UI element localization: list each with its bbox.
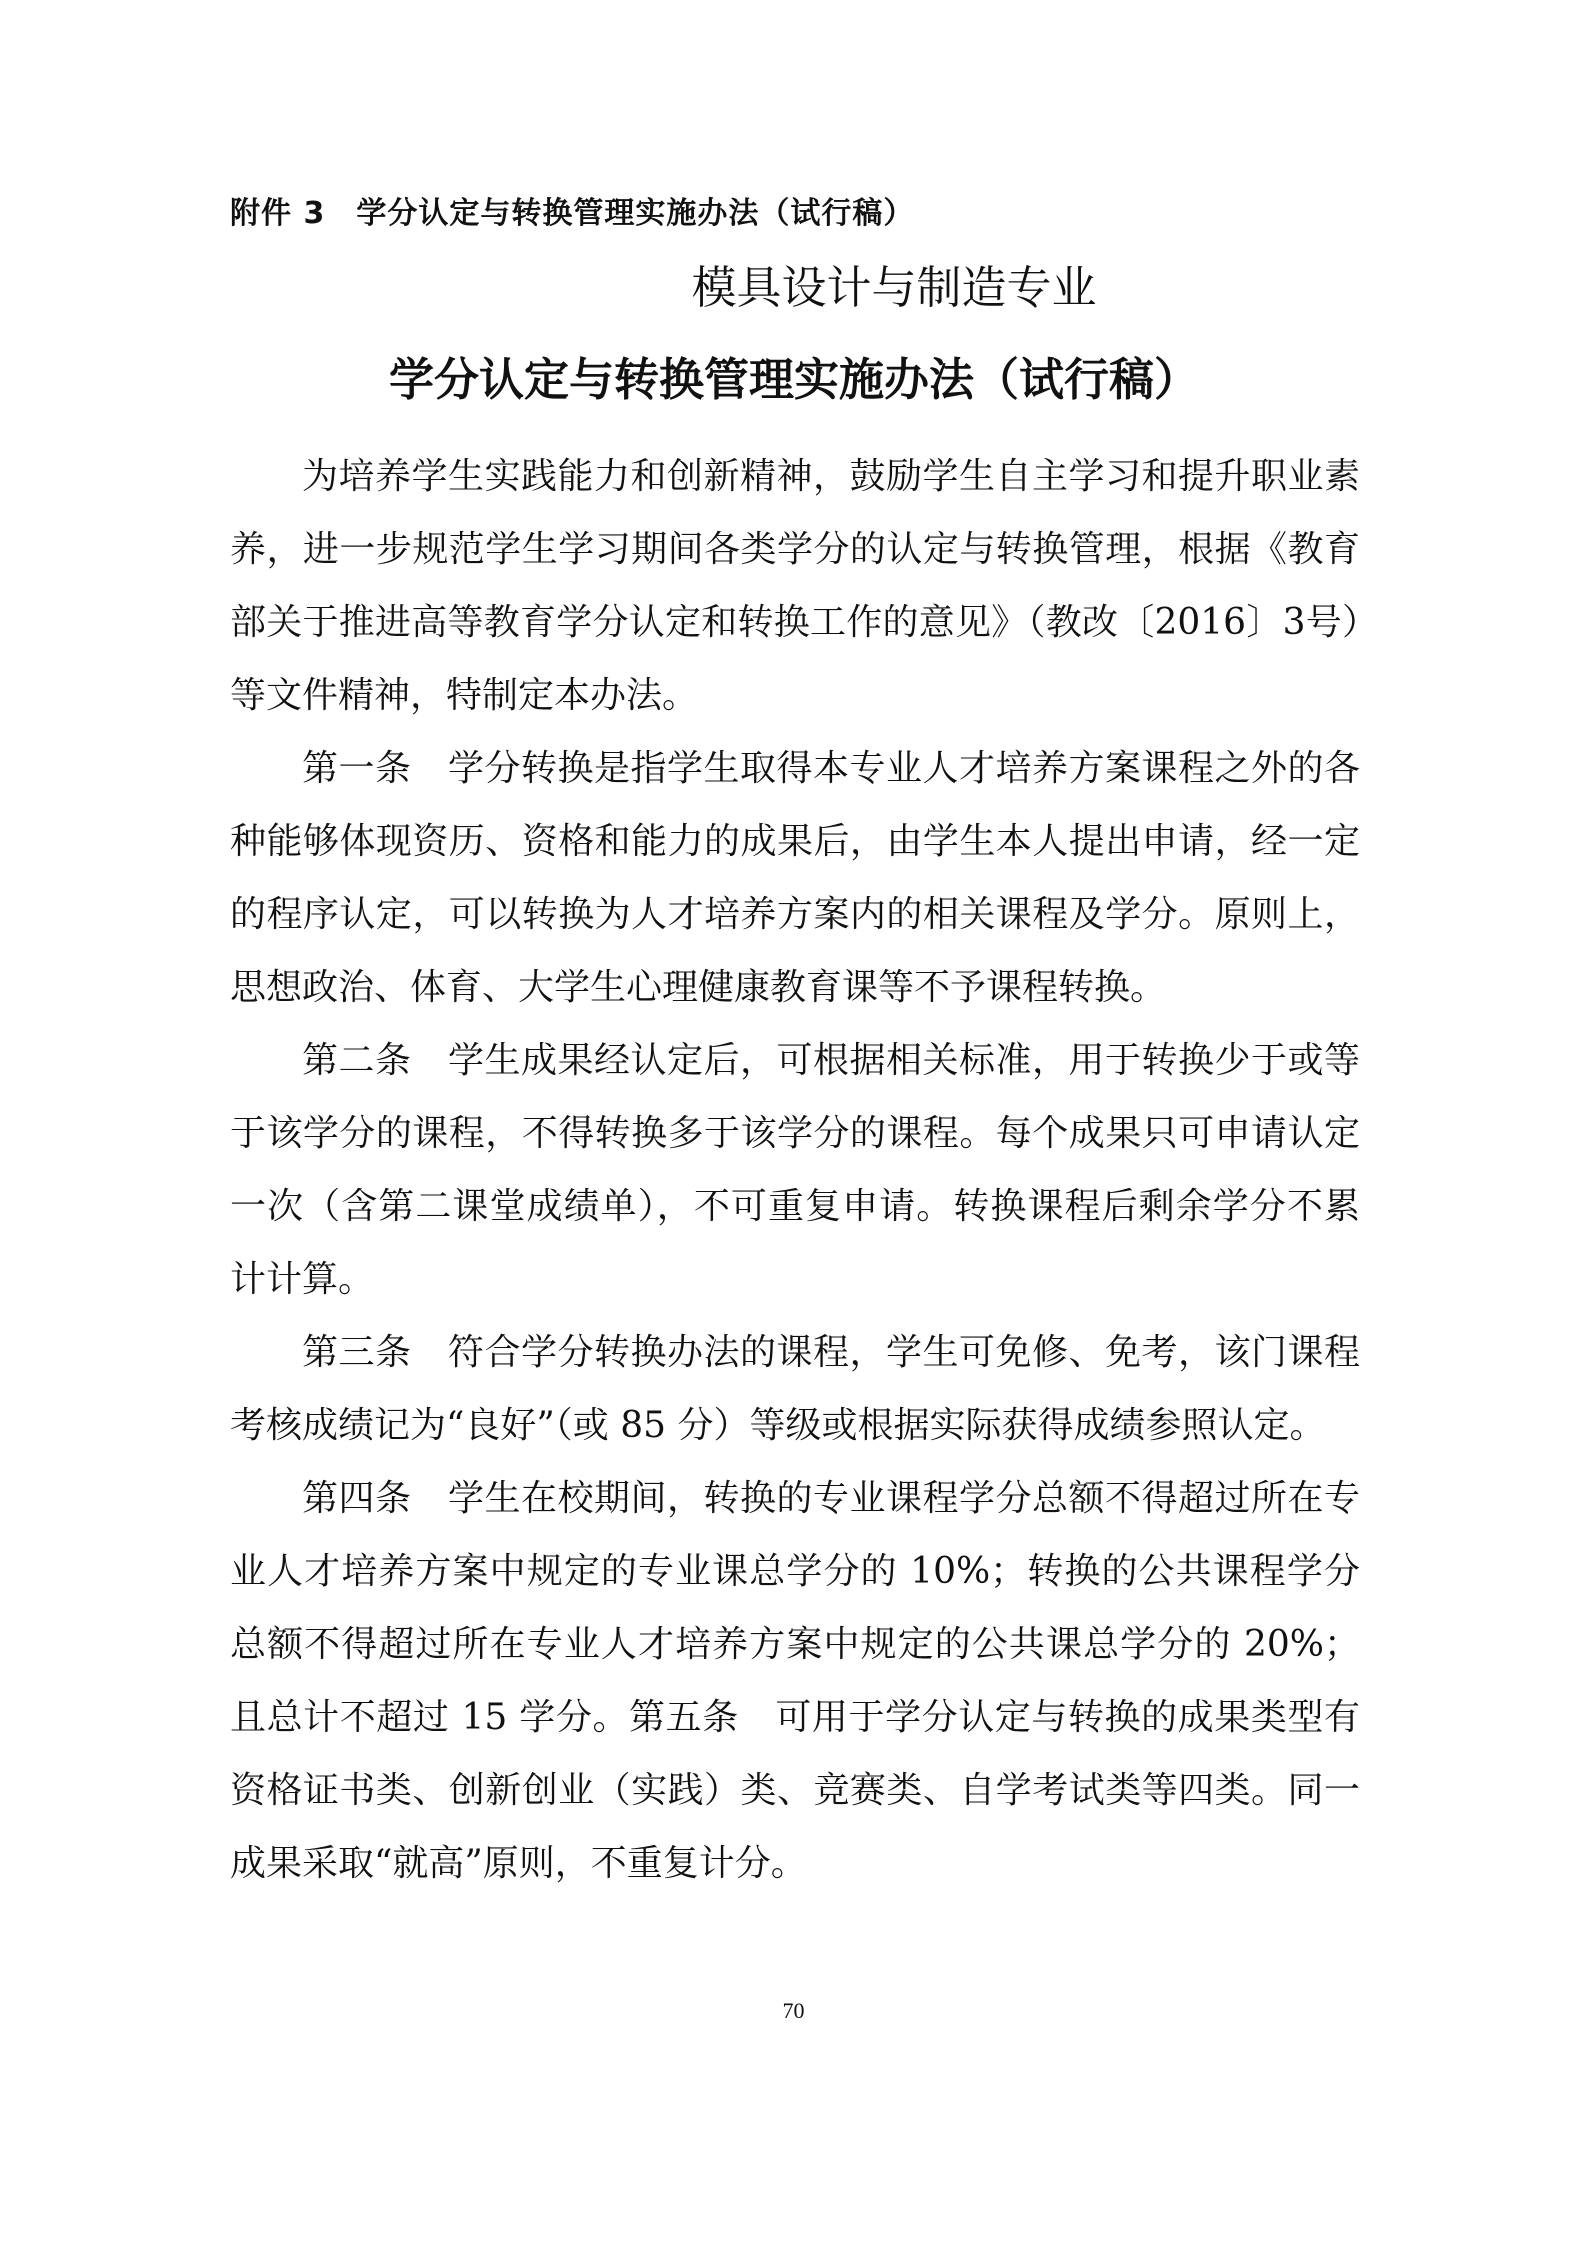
paragraph-article-2: 第二条 学生成果经认定后，可根据相关标准，用于转换少于或等于该学分的课程，不得转换多于该学分的课程。每个成果只可申请认定一次（含第二课堂成绩单），不可重复申请。转换课程后剩余学分不累计计算。 xyxy=(230,1040,1360,1300)
paragraph-article-3: 第三条 符合学分转换办法的课程，学生可免修、免考，该门课程考核成绩记为“良好”（或 85 分）等级或根据实际获得成绩参照认定。 xyxy=(230,1332,1360,1446)
document-title: 学分认定与转换管理实施办法（试行稿） xyxy=(388,353,1199,406)
paragraph-preamble: 为培养学生实践能力和创新精神，鼓励学生自主学习和提升职业素养，进一步规范学生学习期间各类学分的认定与转换管理，根据《教育部关于推进高等教育学分认定和转换工作的意见》（教改〔2016〕3号）等文件精神，特制定本办法。 xyxy=(230,456,1360,716)
page-number: 70 xyxy=(782,1998,805,2023)
attachment-label: 附件 3 学分认定与转换管理实施办法（试行稿） xyxy=(230,196,915,231)
document-title-major: 模具设计与制造专业 xyxy=(691,261,1097,314)
paragraph-article-1: 第一条 学分转换是指学生取得本专业人才培养方案课程之外的各种能够体现资历、资格和能力的成果后，由学生本人提出申请，经一定的程序认定，可以转换为人才培养方案内的相关课程及学分。原则上，思想政治、体育、大学生心理健康教育课等不予课程转换。 xyxy=(230,748,1360,1008)
paragraph-article-4-5: 第四条 学生在校期间，转换的专业课程学分总额不得超过所在专业人才培养方案中规定的专业课总学分的 10%；转换的公共课程学分总额不得超过所在专业人才培养方案中规定的公共课总学分的 20%；且总计不超过 15 学分。第五条 可用于学分认定与转换的成果类型有资格证书类、创新创业（实践）类、竞赛类、自学考试类等四类。同一成果采取“就高”原则，不重复计分。 xyxy=(230,1478,1360,1884)
document-body xyxy=(230,440,1360,1900)
